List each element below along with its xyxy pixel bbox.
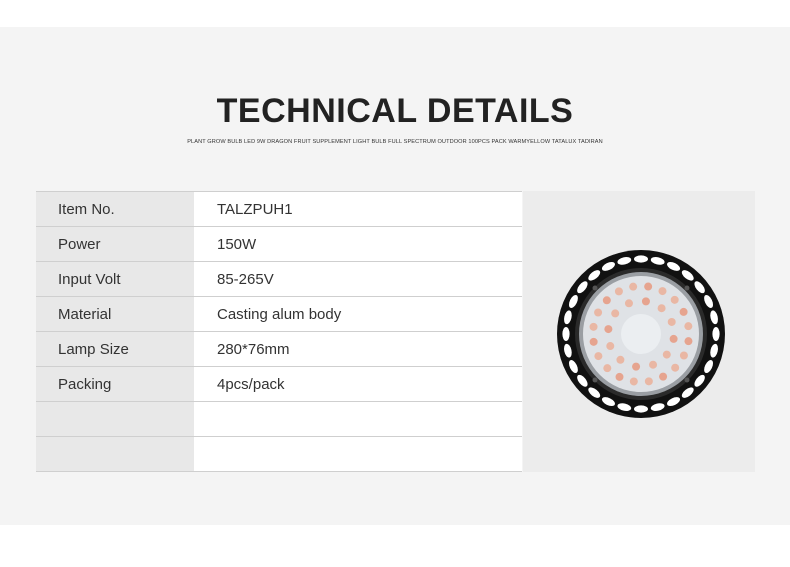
table-row — [36, 227, 522, 262]
spec-label: Item No. — [36, 192, 194, 226]
spec-label — [36, 437, 194, 471]
spec-value: Casting alum body — [194, 297, 522, 331]
table-row — [36, 437, 522, 472]
table-row — [36, 402, 522, 437]
product-subtitle: PLANT GROW BULB LED 9W DRAGON FRUIT SUPPLEMENT LIGHT BULB FULL SPECTRUM OUTDOOR 100PCS PACK WARMYELLOW TATALUX TADIRAN — [187, 139, 603, 145]
spec-label: Input Volt — [36, 262, 194, 296]
spec-label: Packing — [36, 367, 194, 401]
spec-value: 280*76mm — [194, 332, 522, 366]
ufo-high-bay-lamp-icon — [556, 249, 726, 419]
spec-value — [194, 402, 522, 436]
spec-value: 85-265V — [194, 262, 522, 296]
spec-label: Lamp Size — [36, 332, 194, 366]
product-image — [523, 191, 755, 472]
spec-value: TALZPUH1 — [194, 192, 522, 226]
spec-table — [36, 191, 522, 472]
spec-label: Material — [36, 297, 194, 331]
page-title: TECHNICAL DETAILS — [216, 92, 574, 130]
spec-value: 4pcs/pack — [194, 367, 522, 401]
table-row — [36, 262, 522, 297]
spec-value — [194, 437, 522, 471]
table-row — [36, 297, 522, 332]
spec-value: 150W — [194, 227, 522, 261]
table-row — [36, 332, 522, 367]
table-row — [36, 192, 522, 227]
spec-label — [36, 402, 194, 436]
spec-label: Power — [36, 227, 194, 261]
table-row — [36, 367, 522, 402]
